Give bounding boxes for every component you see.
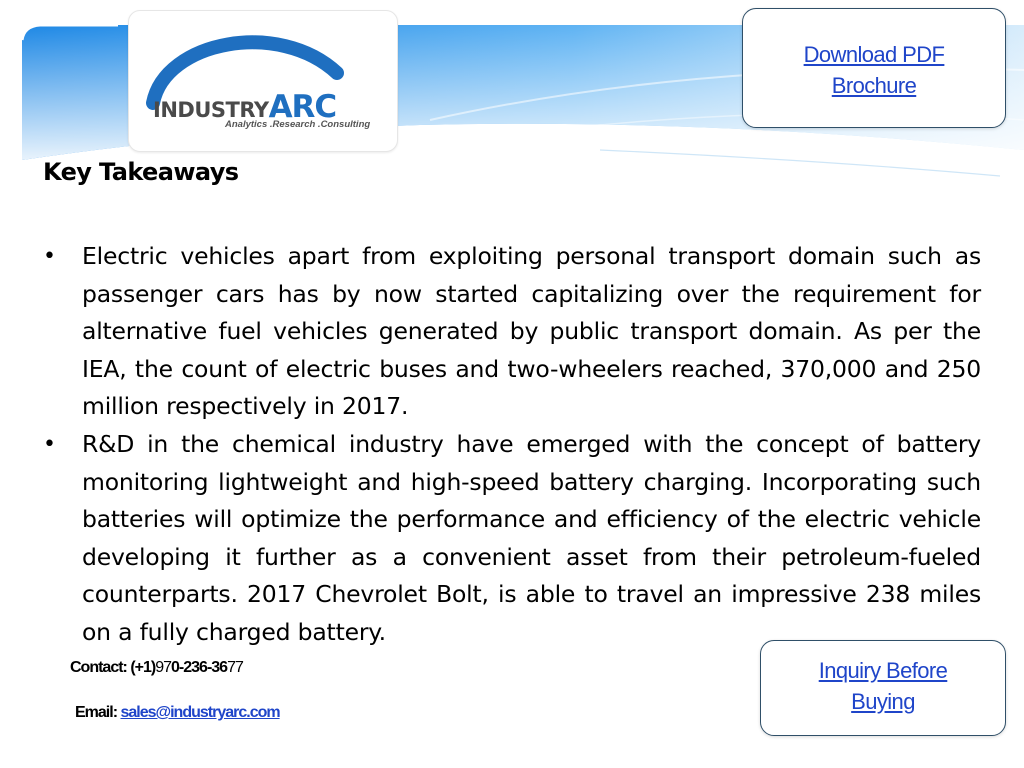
company-logo <box>128 10 398 152</box>
bullet-icon: • <box>43 244 56 269</box>
list-item <box>43 238 981 426</box>
inquiry-line2: Buying <box>851 689 915 714</box>
contact-email <box>75 704 280 722</box>
inquiry-line1: Inquiry Before <box>818 658 948 683</box>
contact-phone <box>70 659 243 677</box>
inquiry-callout <box>760 640 1006 736</box>
list-item-text: Electric vehicles apart from exploiting personal transport domain such as passenger cars has by now started capitalizing over the requirement for alternative fuel vehicles generated by public transport domain. As per the IEA, the count of electric buses and two-wheelers reached, 370,000 and 250 million respectively in 2017. <box>82 242 981 421</box>
list-item-text: R&D in the chemical industry have emerged with the concept of battery monitoring lightweight and high-speed battery charging. Incorporating such batteries will optimize the performance and efficiency of the electric vehicle developing it further as a convenient asset from their petroleum-fueled counterparts. 2017 Chevrolet Bolt, is able to travel an impressive 238 miles on a fully charged battery. <box>82 429 981 646</box>
download-pdf-link[interactable] <box>804 42 945 98</box>
phone-part-c: 77 <box>227 659 243 676</box>
inquiry-before-buying-link[interactable] <box>819 658 948 714</box>
contact-label: Contact: (+1) <box>70 659 156 676</box>
page-title: Key Takeaways <box>43 158 239 186</box>
download-brochure-callout <box>742 8 1006 128</box>
download-pdf-line1: Download PDF <box>803 42 945 67</box>
bullet-icon: • <box>43 431 56 457</box>
download-pdf-line2: Brochure <box>831 73 917 98</box>
email-link[interactable]: sales@industryarc.com <box>120 704 280 721</box>
phone-part-a: 97 <box>155 659 172 676</box>
phone-part-b: 0-236-36 <box>171 659 228 676</box>
logo-arc-icon <box>129 11 397 151</box>
logo-tagline: Analytics .Research .Consulting <box>225 119 371 130</box>
list-item <box>43 426 981 652</box>
takeaways-list <box>43 238 981 652</box>
email-label: Email: <box>75 704 118 721</box>
logo-word-arc: ARC <box>268 89 337 125</box>
logo-word-industry: INDUSTRY <box>153 98 269 122</box>
